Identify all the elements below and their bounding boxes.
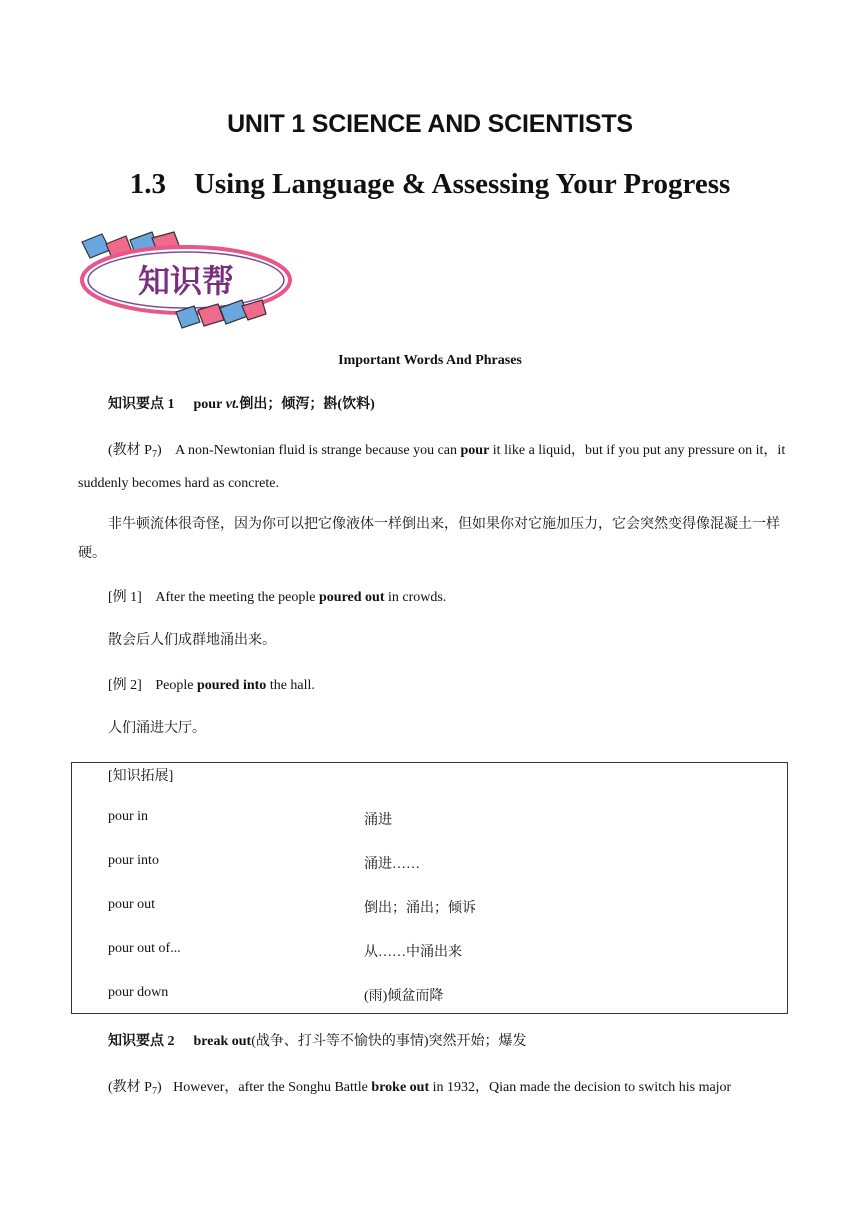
keyword: pour — [193, 397, 223, 412]
extension-phrase: pour down — [108, 985, 169, 1000]
highlighted-phrase: poured into — [196, 678, 267, 693]
extension-box — [71, 762, 788, 1014]
source-ref: (教材 $P_7$) — [108, 1080, 162, 1097]
extension-meaning: 从……中涌出来 — [364, 945, 462, 960]
unit-title: UNIT 1 SCIENCE AND SCIENTISTS — [227, 110, 633, 138]
lesson-title-text: Using Language & Assessing Your Progress — [193, 168, 731, 200]
highlighted-phrase: broke out — [371, 1080, 430, 1095]
example-label: [例 2] — [108, 678, 142, 693]
example-1-translation: 散会后人们成群地涌出来。 — [108, 633, 276, 648]
source-ref: (教材 $P_7$) — [108, 443, 162, 460]
highlighted-phrase: pour — [460, 443, 490, 458]
extension-meaning: (雨)倾盆而降 — [364, 989, 444, 1004]
extension-meaning: 倒出；涌出；倾诉 — [364, 901, 476, 916]
part-of-speech: vt. — [225, 397, 240, 412]
lesson-number: 1.3 — [129, 168, 166, 200]
logo-text: 知识帮 — [137, 262, 235, 300]
extension-phrase: pour out — [108, 897, 156, 912]
extension-meaning: 涌进 — [364, 813, 392, 828]
knowledge-point-1-heading — [108, 390, 375, 419]
keyword-meaning: (战争、打斗等不愉快的事情)突然开始；爆发 — [251, 1034, 527, 1049]
extension-phrase: pour in — [108, 809, 149, 824]
extension-title: [知识拓展] — [108, 769, 174, 784]
knowledge-point-label: 知识要点 2 — [108, 1034, 175, 1049]
example-2-translation: 人们涌进大厅。 — [108, 721, 206, 736]
example-label: [例 1] — [108, 590, 142, 605]
lesson-title — [0, 168, 860, 201]
extension-meaning: 涌进…… — [364, 857, 420, 872]
logo-badge — [76, 230, 296, 330]
textbook-sentence: (教材 $P_7$) A non-Newtonian fluid is strange because you can pour it like a liquid，but if you put any pressure on it，it suddenly becomes hard as concrete. — [78, 443, 786, 491]
extension-phrase: pour into — [108, 853, 159, 868]
section-heading: Important Words And Phrases — [338, 353, 522, 368]
textbook-sentence-2: (教材 $P_7$) However，after the Songhu Battle broke out in 1932，Qian made the decision to switch his major — [108, 1080, 732, 1097]
keyword: break out — [193, 1034, 252, 1049]
highlighted-phrase: poured out — [319, 590, 385, 605]
sentence-translation: 非牛顿流体很奇怪，因为你可以把它像液体一样倒出来，但如果你对它施加压力，它会突然变得像混凝土一样硬。 — [78, 517, 780, 561]
knowledge-point-2-heading — [108, 1027, 527, 1056]
extension-phrase: pour out of... — [108, 941, 181, 956]
example-1: [例 1] After the meeting the people poured out in crowds. — [108, 590, 447, 605]
keyword-meaning: 倒出；倾泻；斟(饮料) — [239, 397, 375, 412]
knowledge-point-label: 知识要点 1 — [108, 397, 175, 412]
example-2: [例 2] People poured into the hall. — [108, 678, 315, 693]
